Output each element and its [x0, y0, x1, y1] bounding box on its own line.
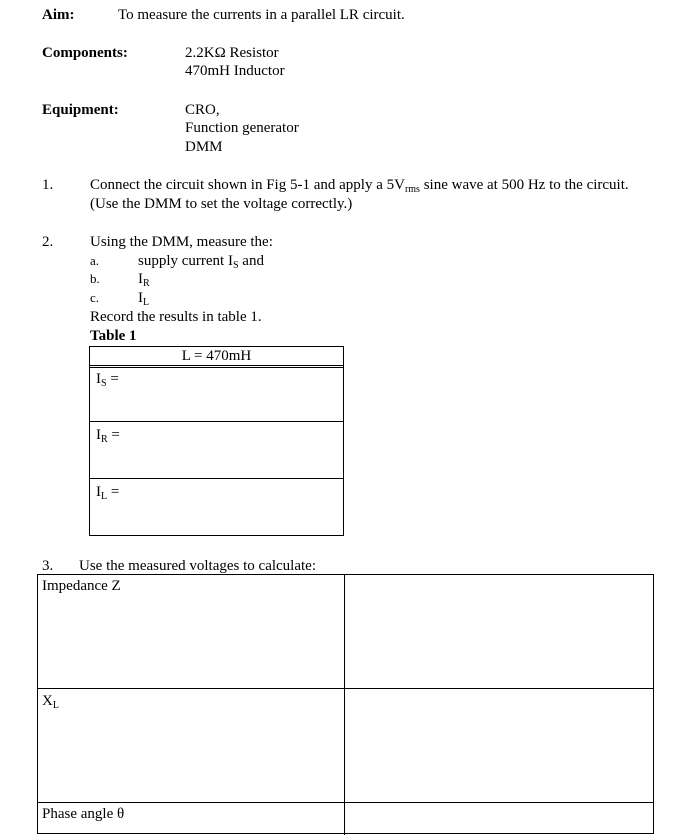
step-2-item-b-letter: b. — [90, 271, 100, 286]
step-2-item-c-letter: c. — [90, 290, 100, 305]
component-inductor: 470mH Inductor — [185, 63, 285, 79]
component-resistor: 2.2KΩ Resistor — [185, 45, 279, 61]
table-2-column-divider — [344, 575, 345, 835]
table-2-row-impedance: Impedance Z — [42, 578, 121, 594]
table-2-row-divider — [38, 688, 653, 689]
equipment-cro: CRO, — [185, 102, 220, 118]
step-2-record-text: Record the results in table 1. — [90, 309, 262, 325]
aim-label: Aim: — [42, 7, 75, 23]
step-2-item-b: $I_R$ — [138, 271, 150, 289]
table-1-row-il: $I_L$ = — [96, 484, 120, 502]
step-3-text: Use the measured voltages to calculate: — [79, 558, 316, 574]
step-2-intro: Using the DMM, measure the: — [90, 234, 273, 250]
step-1-line-2: (Use the DMM to set the voltage correctly.) — [90, 196, 353, 212]
equipment-function-generator: Function generator — [185, 120, 299, 136]
table-2-row-divider — [38, 802, 653, 803]
table-1-divider — [90, 365, 343, 366]
table-2-row-phase-angle: Phase angle θ — [42, 806, 125, 822]
step-2-item-c: $I_L$ — [138, 290, 150, 308]
step-1-number: 1. — [42, 177, 54, 193]
table-1-title: Table 1 — [90, 328, 137, 344]
table-2 — [37, 574, 654, 834]
aim-text: To measure the currents in a parallel LR circuit. — [118, 7, 405, 23]
table-1-header: L = 470mH — [181, 348, 252, 364]
step-2-number: 2. — [42, 234, 54, 250]
table-1 — [89, 346, 344, 536]
step-3-number: 3. — [42, 558, 54, 574]
step-1-line-1: Connect the circuit shown in Fig 5-1 and apply a $5V_{rms}$ sine wave at 500 Hz to the circuit. — [90, 177, 629, 195]
components-label: Components: — [42, 45, 128, 61]
table-1-row-divider — [90, 478, 343, 479]
table-1-row-divider — [90, 421, 343, 422]
equipment-label: Equipment: — [42, 102, 119, 118]
equipment-dmm: DMM — [185, 139, 223, 155]
step-2-item-a: supply current $I_S$ and — [138, 253, 264, 271]
table-1-row-is: $I_S$ = — [96, 371, 119, 389]
table-1-divider-double — [90, 367, 343, 368]
table-1-row-ir: $I_R$ = — [96, 427, 120, 445]
step-2-item-a-letter: a. — [90, 253, 100, 268]
table-2-row-xl: $X_L$ — [42, 693, 59, 711]
